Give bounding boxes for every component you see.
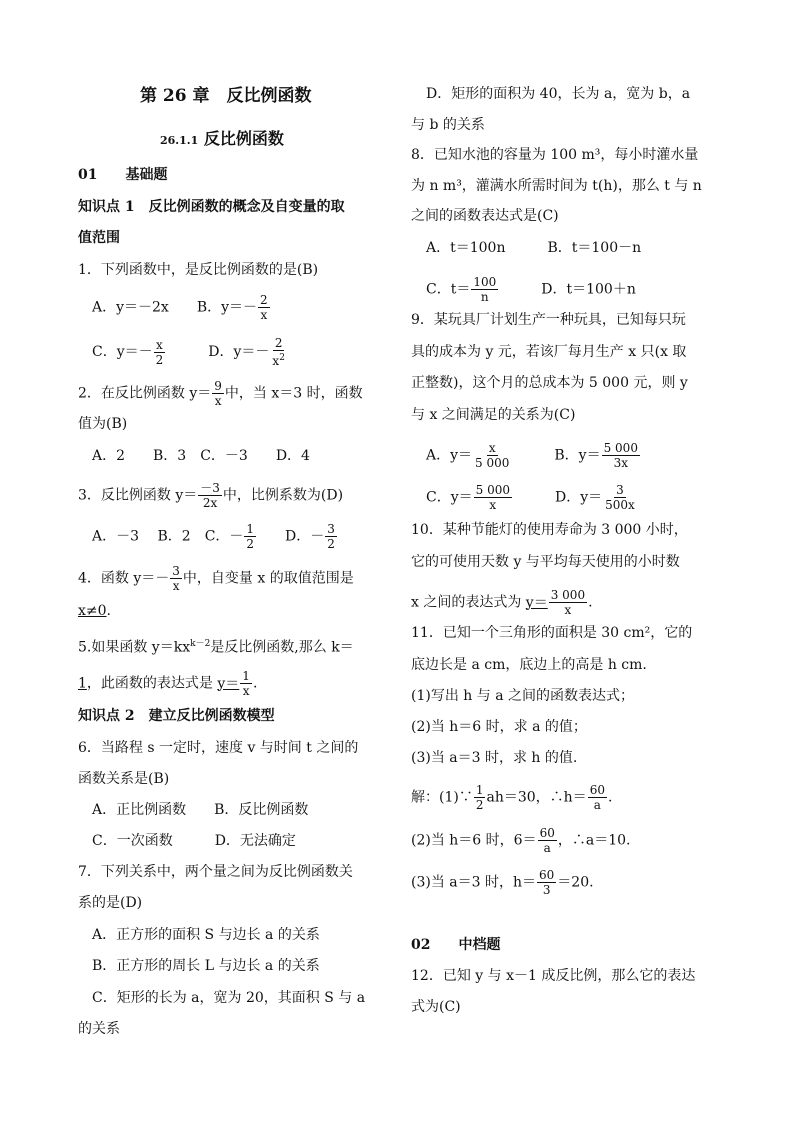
q1-option-d: D．y＝－ [208, 344, 270, 360]
s2-fraction [538, 826, 557, 855]
q10-answer [525, 588, 588, 617]
numerator: 100 [473, 275, 497, 289]
q9-c-fraction [474, 483, 512, 512]
q2-post: 中，当 x＝3 时，函数 [224, 385, 363, 402]
section-number: 26.1.1 [160, 134, 199, 147]
q10-line1: 10．某种节能灯的使用寿命为 3 000 小时， [411, 522, 688, 538]
q1-d-fraction [270, 336, 287, 368]
q9-line2: 具的成本为 y 元，若该厂每月生产 x 只(x 取 [411, 344, 687, 360]
section-01-number: 01 [78, 167, 98, 183]
q4-fraction [170, 564, 182, 593]
q5-answer-line [78, 669, 257, 698]
kp2-heading: 知识点 2 建立反比例函数模型 [78, 708, 275, 724]
q9-option-c: C．y＝ [426, 489, 473, 506]
s3-end: ＝20. [557, 874, 594, 891]
q2-options: A．2 B．3 C．－3 D．4 [92, 448, 310, 464]
q8-options-row2 [426, 275, 636, 304]
q2-pre: 2．在反比例函数 y＝ [78, 385, 212, 402]
q11-line1: 11．已知一个三角形的面积是 30 cm²，它的 [411, 625, 693, 641]
denominator [270, 351, 287, 368]
q4-answer: x≠0 [78, 603, 107, 619]
q6-options1: A．正比例函数 B．反比例函数 [92, 802, 309, 818]
q7-option-d1: D．矩形的面积为 40，长为 a，宽为 b，a [426, 86, 691, 102]
q8-option-d: D．t＝100＋n [541, 281, 636, 298]
q9-options-row2 [426, 483, 638, 512]
denominator: x [564, 603, 572, 617]
q1-option-b: B．y＝－ [196, 299, 258, 316]
denominator: 2 [246, 537, 255, 551]
q12-line1: 12．已知 y 与 x－1 成反比例，那么它的表达 [411, 968, 696, 984]
q7-option-a: A．正方形的面积 S 与边长 a 的关系 [92, 927, 320, 943]
numerator: 9 [214, 379, 222, 393]
s1-pre: 解：(1)∵ [411, 789, 473, 806]
q9-line4: 与 x 之间满足的关系为(C) [411, 407, 576, 423]
numerator: 5 000 [475, 483, 510, 497]
q8-c-fraction [471, 275, 498, 304]
numerator: －3 [200, 481, 220, 495]
q8-option-c: C．t＝ [426, 281, 471, 298]
q3-c-fraction [244, 522, 256, 551]
denominator: 2 [155, 352, 164, 367]
q9-b-fraction [602, 441, 640, 470]
q10-line3 [411, 588, 593, 617]
q5-pre: 5.如果函数 y＝kx [78, 639, 191, 656]
q1-option-c: C．y＝－ [92, 344, 153, 360]
q11-part3: (3)当 a＝3 时，求 h 的值. [411, 750, 578, 766]
kp1-heading-line1: 知识点 1 反比例函数的概念及自变量的取 [78, 199, 345, 215]
q7-line1: 7．下列关系中，两个量之间为反比例函数关 [78, 864, 353, 880]
q1-option-a: A．y＝－2x [92, 299, 169, 316]
denominator: x [242, 684, 250, 698]
denominator: 3 [542, 883, 551, 897]
q9-option-b: B．y＝ [554, 447, 601, 464]
numerator: 60 [589, 783, 605, 797]
numerator: x [488, 441, 496, 455]
q7-option-d2: 与 b 的关系 [411, 117, 485, 133]
denominator: a [543, 841, 551, 855]
numerator: 1 [475, 783, 484, 797]
q1-options-row2 [92, 336, 288, 368]
denominator: a [593, 798, 601, 812]
s1-fraction-result [588, 783, 607, 812]
q4-end: . [106, 603, 111, 619]
section-01-heading [78, 165, 167, 185]
q8-line3: 之间的函数表达式是(C) [411, 208, 559, 224]
q7-option-b: B．正方形的周长 L 与边长 a 的关系 [92, 958, 320, 974]
denominator: 500x [605, 498, 635, 512]
q9-option-a: A．y＝ [426, 447, 473, 464]
kp1-heading-line2: 值范围 [78, 230, 120, 246]
q5-post: 是反比例函数,那么 k＝ [210, 639, 354, 656]
denominator: x [172, 579, 180, 593]
q5-exponent: k－2 [190, 639, 211, 649]
chapter-title: 第 26 章 反比例函数 [140, 86, 312, 106]
s3-pre: (3)当 a＝3 时，h＝ [411, 874, 537, 891]
q6-line1: 6．当路程 s 一定时，速度 v 与时间 t 之间的 [78, 740, 359, 756]
denominator: n [480, 290, 489, 304]
q7-option-c1: C．矩形的长为 a，宽为 20，其面积 S 与 a [92, 990, 366, 1006]
denominator: 2 [475, 798, 484, 812]
q3-option-b: B．2 [157, 528, 191, 545]
q3-fraction [198, 481, 222, 510]
q10-end: . [588, 594, 593, 611]
denominator: 5 000 [475, 456, 510, 470]
q2-line2: 值为(B) [78, 416, 128, 432]
q5-mid: ，此函数的表达式是 [86, 675, 218, 692]
q2-stem [78, 379, 363, 408]
q11-part2: (2)当 h＝6 时，求 a 的值； [411, 719, 587, 735]
q9-d-fraction [603, 483, 637, 512]
q1-b-fraction [258, 293, 270, 322]
section-name: 反比例函数 [203, 129, 284, 148]
denominator: x [214, 394, 222, 408]
q7-option-c2: 的关系 [78, 1021, 120, 1037]
section-02-number: 02 [411, 937, 431, 953]
q11-part1: (1)写出 h 与 a 之间的函数表达式； [411, 688, 634, 704]
q8-options-row1 [426, 238, 641, 258]
q9-a-fraction [473, 441, 511, 470]
numerator: 3 [172, 564, 180, 578]
numerator: 3 [616, 483, 624, 497]
numerator: 60 [539, 868, 555, 882]
denominator: 3x [613, 456, 628, 470]
q5-stem [78, 634, 354, 658]
q5-answer-fraction [240, 669, 252, 698]
numerator: 60 [539, 826, 555, 840]
numerator: 3 000 [550, 588, 586, 602]
s1-fraction-half [474, 783, 486, 812]
q8-line2: 为 n m³，灌满水所需时间为 t(h)，那么 t 与 n [411, 178, 702, 194]
q3-option-d: D．－ [285, 528, 325, 545]
q8-line1: 8．已知水池的容量为 100 m³，每小时灌水量 [411, 147, 699, 163]
q12-line2: 式为(C) [411, 999, 461, 1015]
q1-stem: 1．下列函数中，是反比例函数的是(B) [78, 262, 319, 278]
section-02-heading [411, 935, 500, 955]
q1-c-fraction [154, 338, 166, 367]
q5-answer-pre: y＝ [217, 675, 240, 692]
denominator: x [260, 308, 268, 322]
denominator: 2 [327, 537, 335, 551]
q8-option-b: B．t＝100－n [547, 240, 642, 256]
s1-mid: ah＝30，∴h＝ [486, 789, 587, 806]
numerator: x [156, 337, 163, 352]
s3-fraction [537, 868, 556, 897]
q3-post: 中，比例系数为(D) [222, 487, 344, 504]
q3-stem [78, 481, 343, 510]
q9-option-d: D．y＝ [554, 489, 603, 506]
numerator: 1 [246, 522, 255, 536]
denominator: x [489, 498, 497, 512]
q3-option-a: A．－3 [92, 528, 140, 545]
q11-line2: 底边长是 a cm，底边上的高是 h cm. [411, 657, 647, 673]
numerator: 2 [274, 336, 283, 350]
q11-solution1 [411, 783, 612, 812]
numerator: 5 000 [603, 441, 638, 455]
section-01-label: 基础题 [125, 167, 168, 183]
q9-line1: 9．某玩具厂计划生产一种玩具，已知每只玩 [411, 312, 686, 328]
q3-pre: 3．反比例函数 y＝ [78, 487, 198, 504]
q1-options-row1 [92, 293, 271, 322]
denominator-base: x [272, 354, 280, 368]
q10-answer-fraction [549, 588, 587, 617]
numerator: 3 [327, 522, 335, 536]
q5-answer-k: 1 [78, 675, 87, 692]
q2-fraction [212, 379, 224, 408]
section-02-label: 中档题 [458, 937, 501, 953]
q9-options-row1 [426, 441, 641, 470]
s2-end: ，∴a＝10. [557, 832, 631, 849]
s2-pre: (2)当 h＝6 时，6＝ [411, 832, 537, 849]
denominator-exponent: 2 [279, 353, 285, 363]
q3-option-c: C．－ [204, 528, 244, 545]
q5-end: . [252, 675, 258, 692]
q3-options [92, 522, 338, 551]
q6-options2: C．一次函数 D．无法确定 [92, 833, 296, 849]
q6-line2: 函数关系是(B) [78, 771, 170, 787]
q4-answer-line [78, 601, 111, 621]
s1-end: . [607, 789, 613, 806]
q11-solution3 [411, 868, 594, 897]
section-title [160, 129, 284, 151]
q3-d-fraction [325, 522, 337, 551]
q4-post: 中，自变量 x 的取值范围是 [182, 570, 354, 587]
q11-solution2 [411, 826, 630, 855]
q4-stem [78, 564, 354, 593]
q10-pre: x 之间的表达式为 [411, 594, 526, 611]
q9-line3: 正整数)，这个月的总成本为 5 000 元，则 y [411, 375, 688, 391]
numerator: 1 [242, 669, 250, 683]
q10-line2: 它的可使用天数 y 与平均每天使用的小时数 [411, 554, 680, 570]
q7-line2: 系的是(D) [78, 895, 143, 911]
q8-option-a: A．t＝100n [426, 240, 506, 256]
q4-pre: 4．函数 y＝－ [78, 570, 170, 587]
q5-answer-expression [217, 669, 253, 698]
denominator: 2x [202, 496, 218, 510]
numerator: 2 [260, 293, 268, 307]
q10-answer-pre: y＝ [525, 594, 548, 611]
